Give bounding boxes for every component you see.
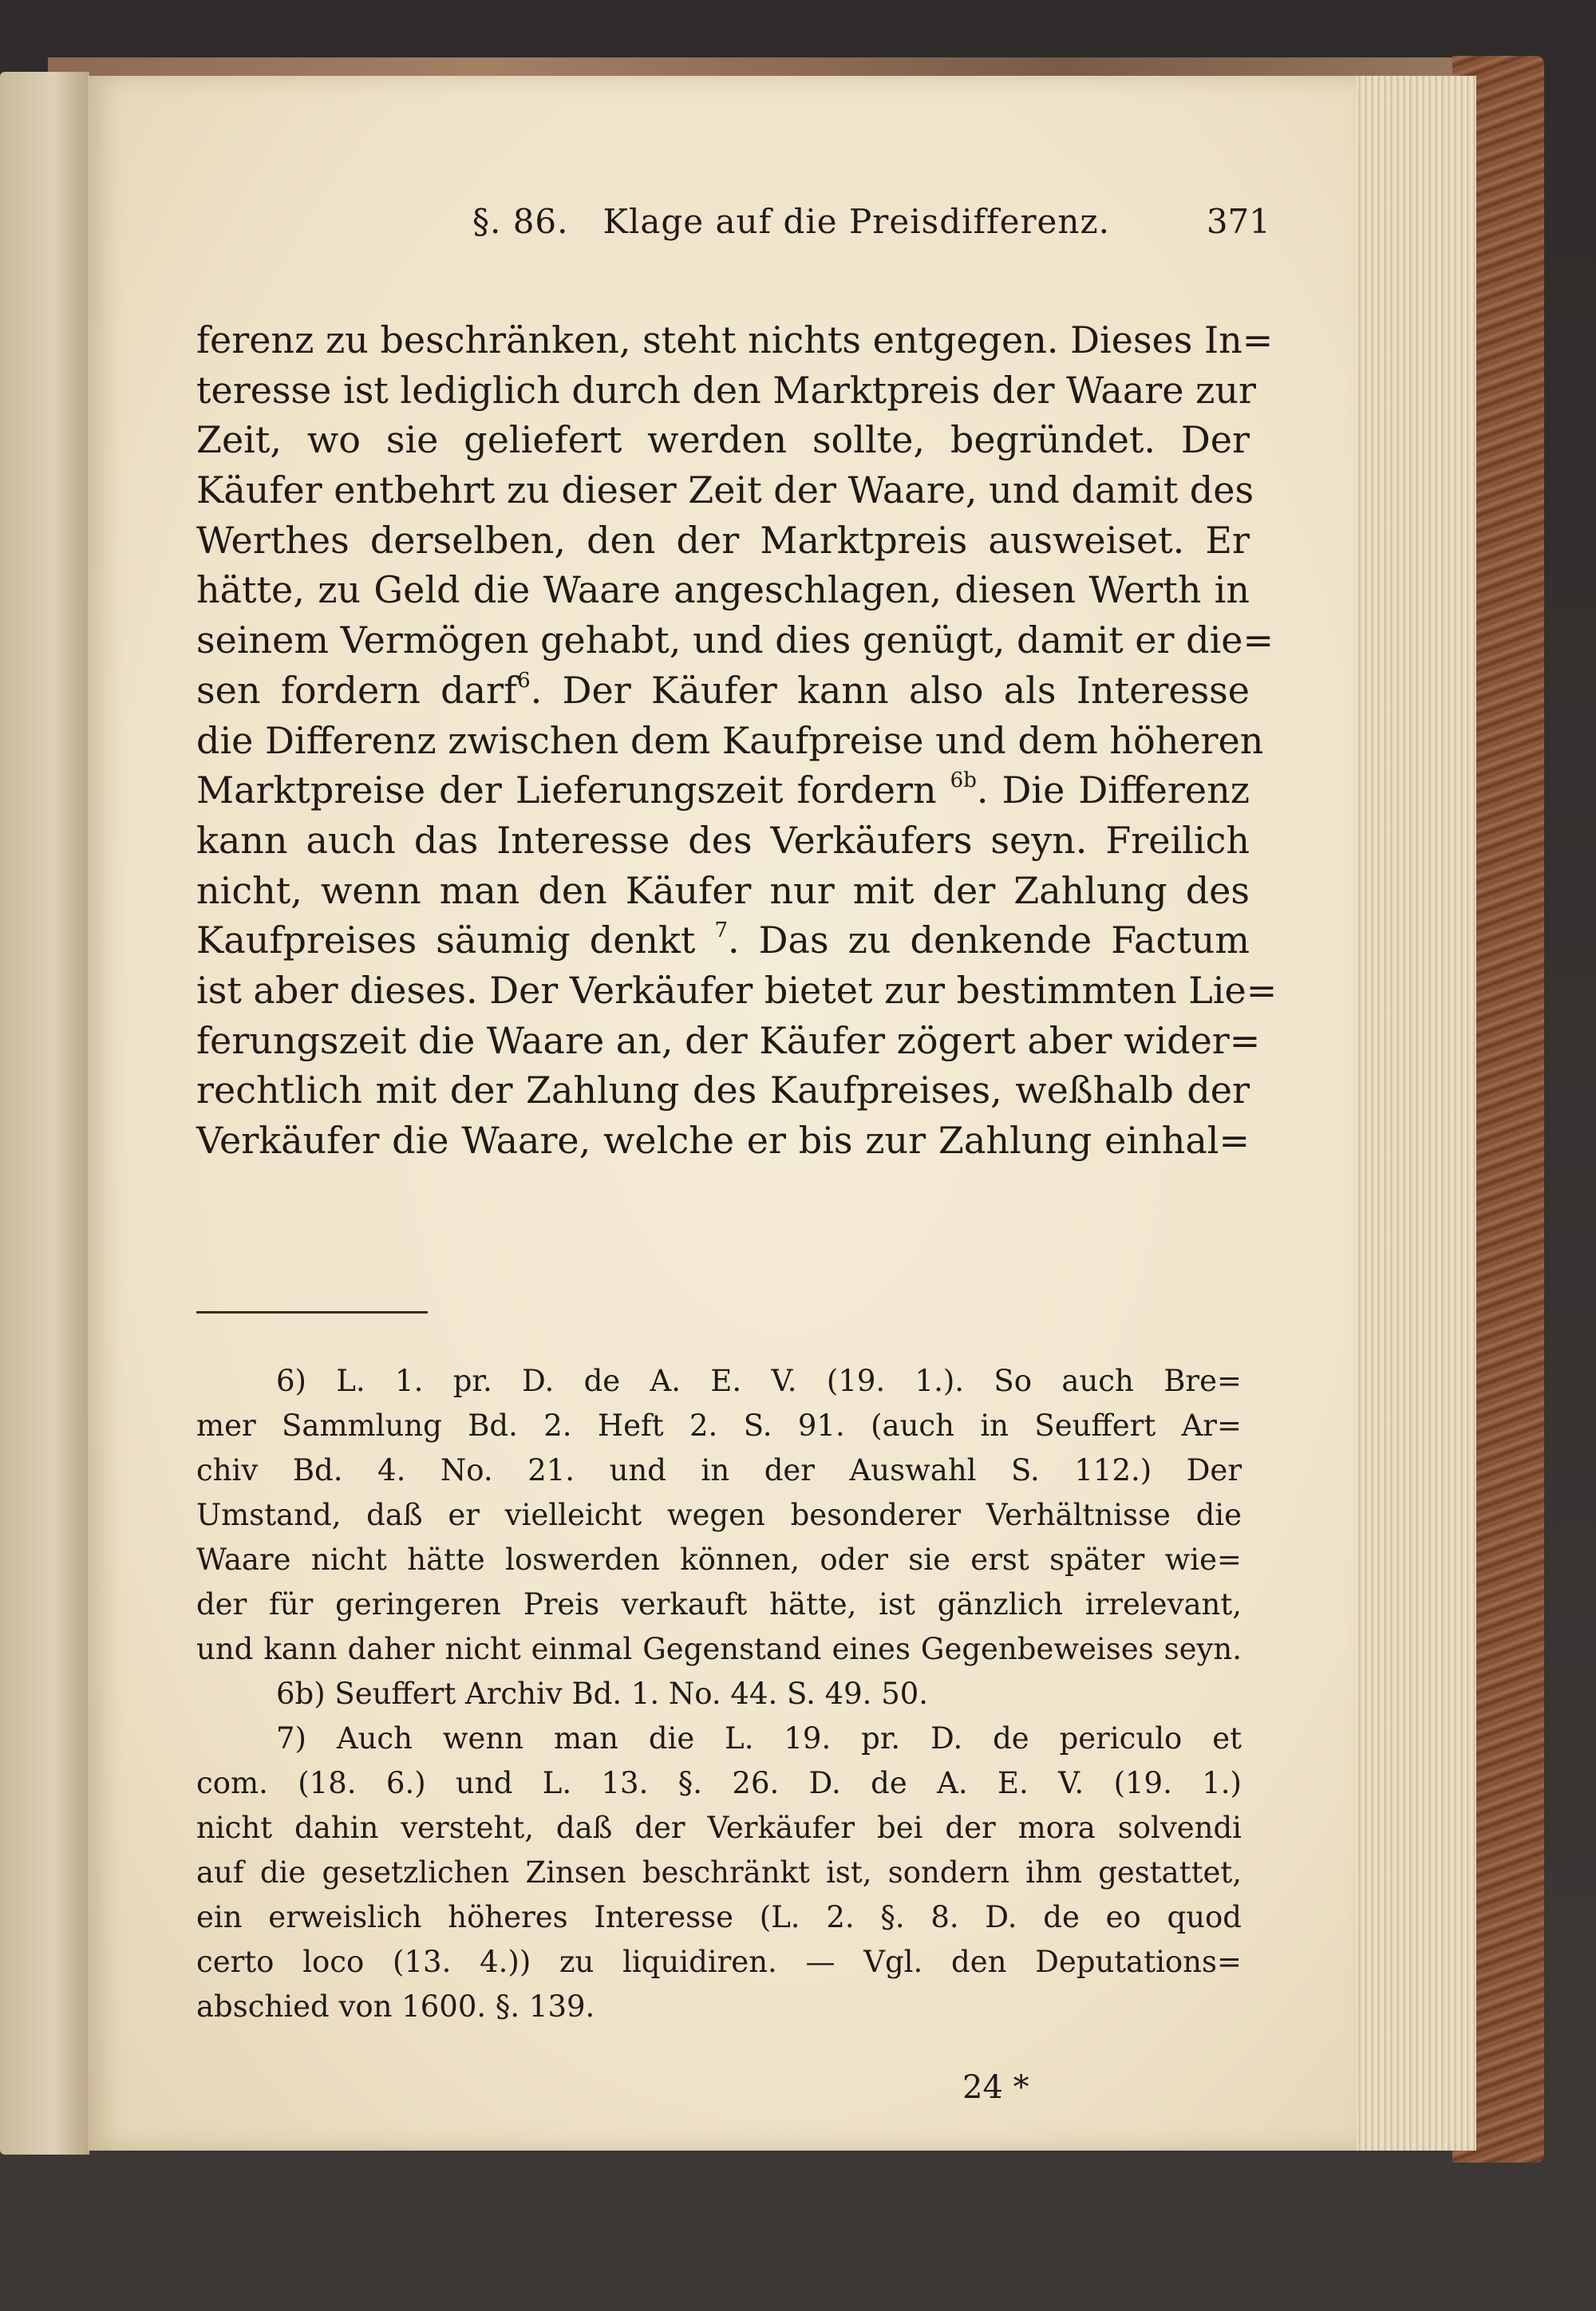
- body-line-12: nicht, wenn man den Käufer nur mit der Zahlung des: [196, 868, 1250, 912]
- body-line-5: Werthes derselben, den der Marktpreis ausweiset. Er: [196, 518, 1250, 562]
- footnote-line-5: Waare nicht hätte loswerden können, oder sie erst später wie=: [196, 1543, 1242, 1577]
- body-line-11: kann auch das Interesse des Verkäufers seyn. Freilich: [196, 818, 1250, 862]
- footnote-line-3: chiv Bd. 4. No. 21. und in der Auswahl S. 112.) Der: [196, 1453, 1242, 1487]
- body-line-14: ist aber dieses. Der Verkäufer bietet zur bestimmten Lie=: [196, 968, 1278, 1012]
- body-text: [196, 315, 1278, 1166]
- footnote-line-8: 6b) Seuffert Archiv Bd. 1. No. 44. S. 49. 50.: [276, 1677, 929, 1711]
- footnote-line-12: auf die gesetzlichen Zinsen beschränkt ist, sondern ihm gestattet,: [196, 1855, 1242, 1890]
- footnote-ref-6b[interactable]: 6b: [950, 768, 977, 793]
- body-line-4: Käufer entbehrt zu dieser Zeit der Waare, und damit des: [196, 468, 1254, 512]
- body-line-8: [196, 666, 1250, 716]
- footnote-line-13: ein erweislich höheres Interesse (L. 2. §. 8. D. de eo quod: [196, 1900, 1242, 1934]
- body-line-16: rechtlich mit der Zahlung des Kaufpreises, weßhalb der: [196, 1069, 1250, 1112]
- body-line-1: ferenz zu beschränken, steht nichts entgegen. Dieses In=: [196, 318, 1274, 361]
- footnote-line-1: 6) L. 1. pr. D. de A. E. V. (19. 1.). So auch Bre=: [276, 1364, 1242, 1398]
- footnote-line-9: 7) Auch wenn man die L. 19. pr. D. de periculo et: [276, 1721, 1242, 1756]
- footnote-line-11: nicht dahin versteht, daß der Verkäufer bei der mora solvendi: [196, 1811, 1242, 1845]
- body-line-10-text: Marktpreise der Lieferungszeit fordern: [196, 768, 937, 812]
- signature-mark: 24 *: [962, 2069, 1029, 2106]
- body-line-13-text: Kaufpreises säumig denkt: [196, 918, 696, 962]
- body-line-2: teresse ist lediglich durch den Marktpreis der Waare zur: [196, 368, 1256, 412]
- body-line-8-text: sen fordern darf: [196, 668, 518, 712]
- footnote-ref-7[interactable]: 7: [714, 918, 729, 943]
- page-stack-edge: [1349, 76, 1476, 2151]
- footnotes: [196, 1359, 1242, 2029]
- left-page-edge: [0, 72, 89, 2155]
- footnote-line-4: Umstand, daß er vielleicht wegen besonderer Verhältnisse die: [196, 1498, 1242, 1532]
- body-line-7: seinem Vermögen gehabt, und dies genügt, damit er die=: [196, 618, 1274, 662]
- running-head-title: [472, 202, 1110, 241]
- book-page: [88, 76, 1357, 2151]
- body-line-17: Verkäufer die Waare, welche er bis zur Zahlung einhal=: [196, 1119, 1250, 1162]
- body-line-10-tail: . Die Differenz: [976, 768, 1250, 812]
- footnote-rule: [196, 1311, 428, 1314]
- footnote-line-15: abschied von 1600. §. 139.: [196, 1989, 595, 2024]
- section-number: §. 86.: [472, 202, 569, 241]
- body-line-8-tail: . Der Käufer kann also als Interesse: [530, 668, 1250, 712]
- body-line-6: hätte, zu Geld die Waare angeschlagen, diesen Werth in: [196, 568, 1250, 612]
- body-line-9: die Differenz zwischen dem Kaufpreise und dem höheren: [196, 718, 1264, 762]
- footnote-line-2: mer Sammlung Bd. 2. Heft 2. S. 91. (auch in Seuffert Ar=: [196, 1408, 1242, 1443]
- body-line-10: [196, 765, 1250, 816]
- page-number: 371: [1206, 202, 1270, 241]
- footnote-line-14: certo loco (13. 4.)) zu liquidiren. — Vgl. den Deputations=: [196, 1945, 1242, 1979]
- footnote-ref-6[interactable]: 6: [517, 668, 531, 693]
- body-line-15: ferungszeit die Waare an, der Käufer zögert aber wider=: [196, 1018, 1261, 1062]
- footnote-line-6: der für geringeren Preis verkauft hätte, ist gänzlich irrelevant,: [196, 1587, 1242, 1622]
- body-line-13: [196, 915, 1250, 966]
- body-line-13-tail: . Das zu denkende Factum: [728, 918, 1250, 962]
- footnote-line-7: und kann daher nicht einmal Gegenstand eines Gegenbeweises seyn.: [196, 1632, 1242, 1666]
- running-head: [196, 188, 1270, 251]
- body-line-3: Zeit, wo sie geliefert werden sollte, begründet. Der: [196, 418, 1250, 462]
- footnote-line-10: com. (18. 6.) und L. 13. §. 26. D. de A. E. V. (19. 1.): [196, 1766, 1242, 1800]
- section-title: Klage auf die Preisdifferenz.: [602, 202, 1110, 241]
